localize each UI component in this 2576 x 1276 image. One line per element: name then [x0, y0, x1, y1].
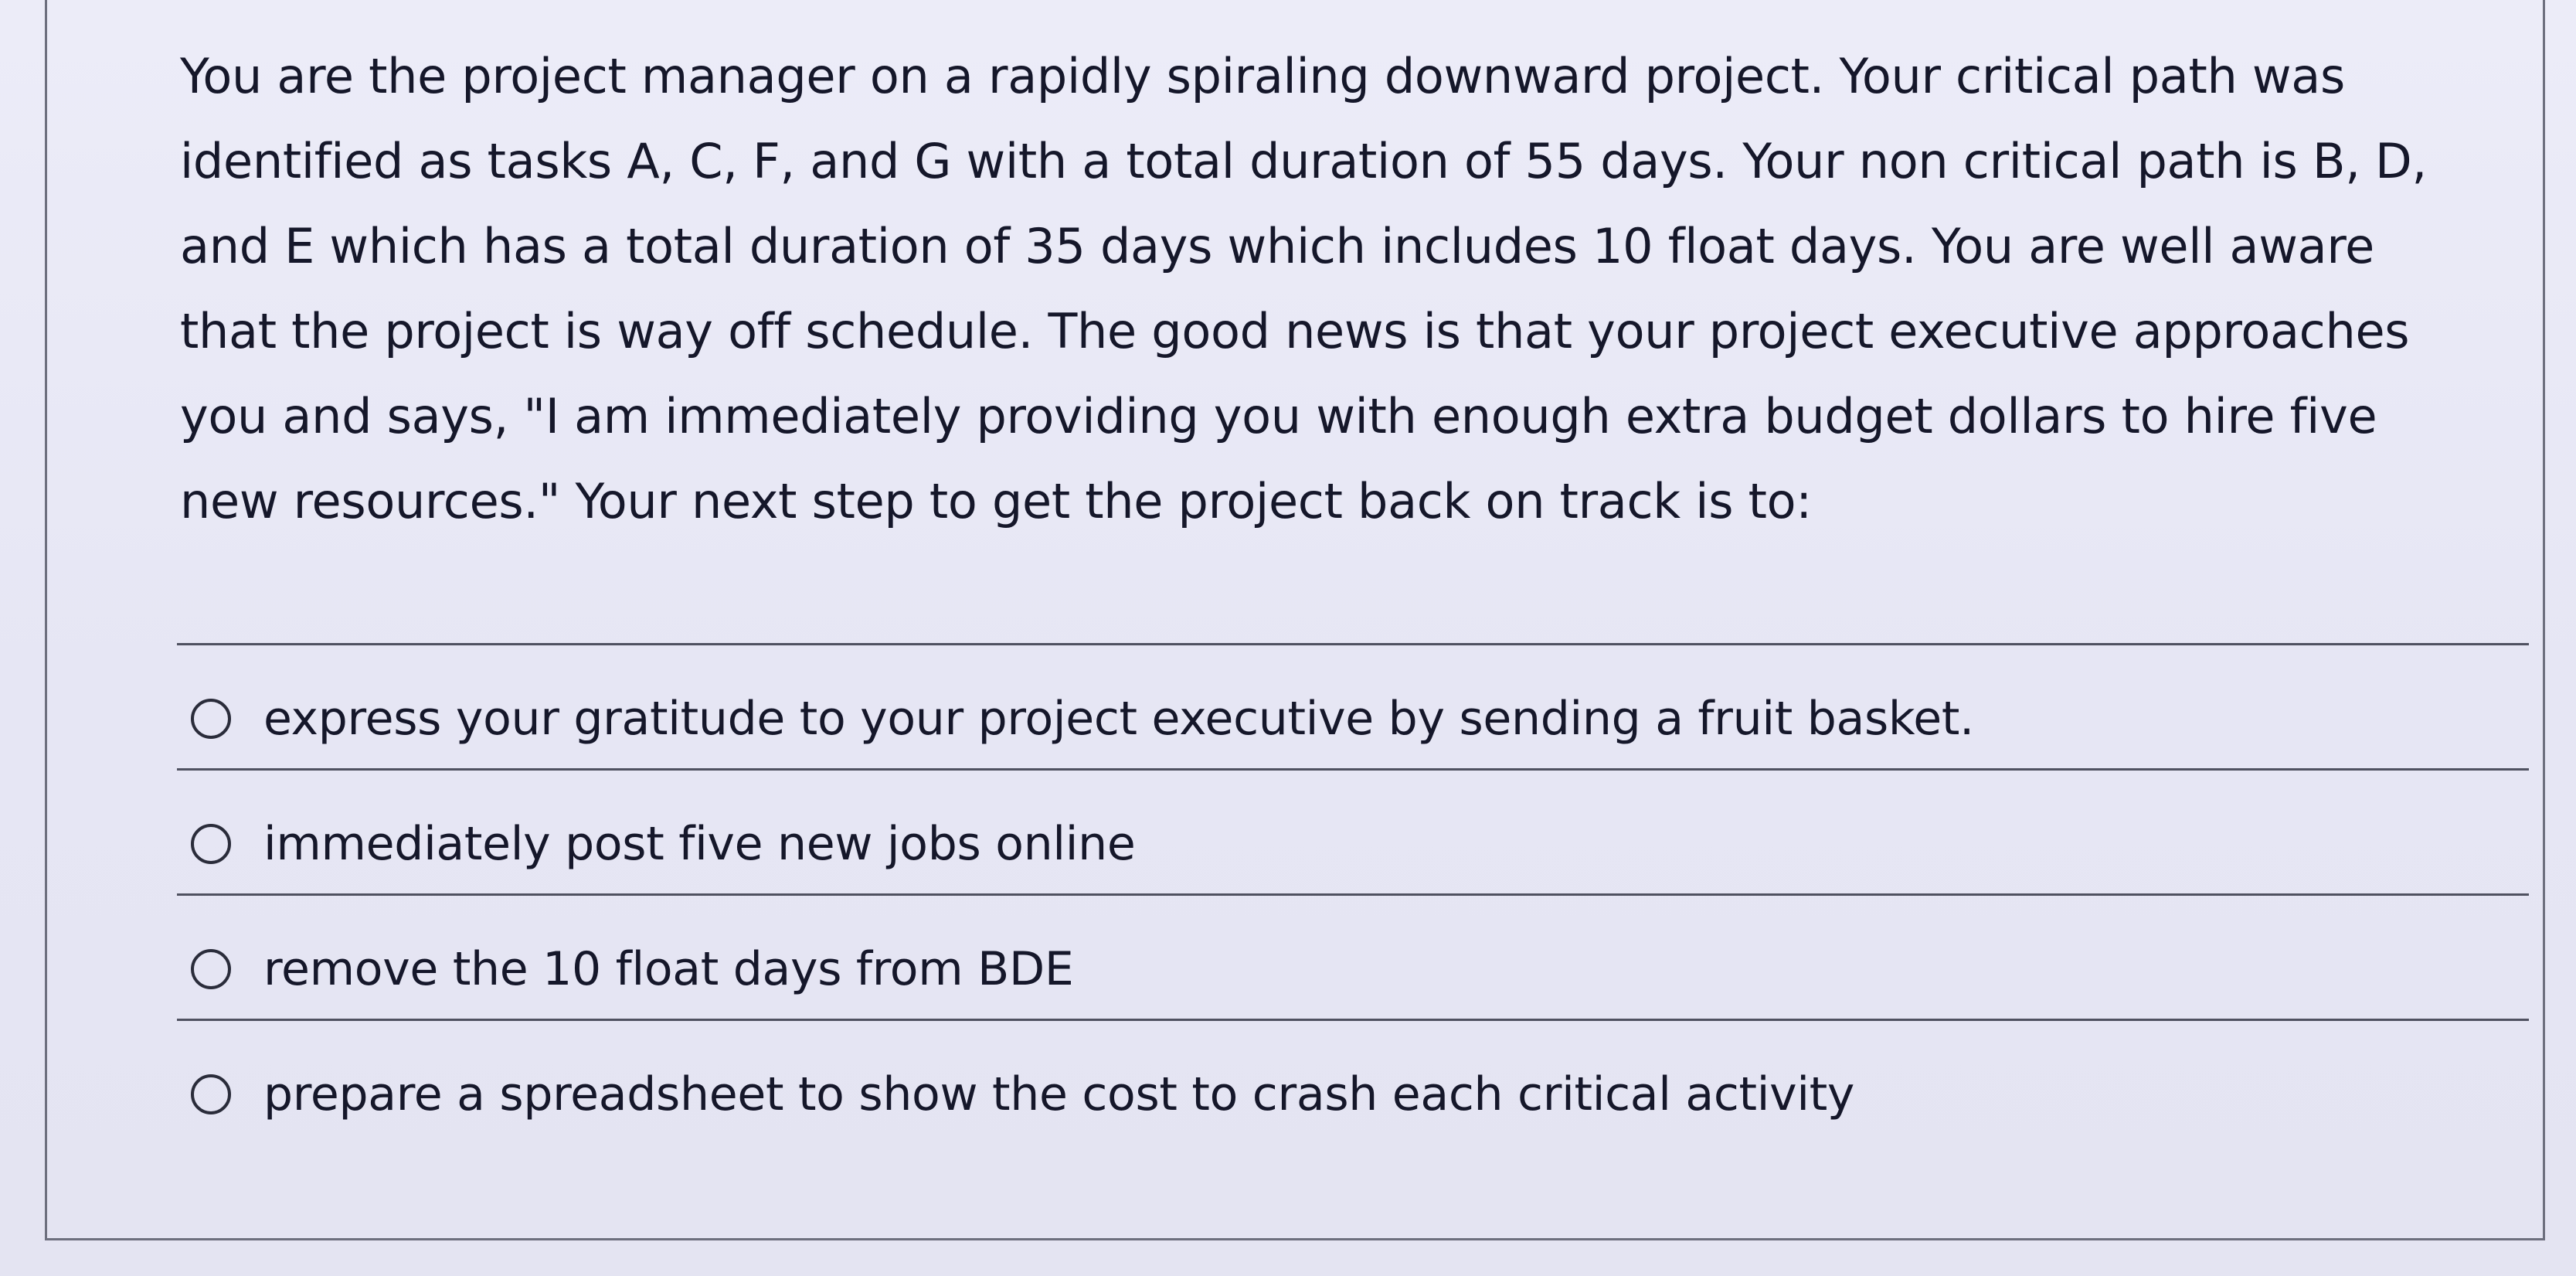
question-card [45, 0, 2545, 1240]
answer-option-4[interactable] [191, 1056, 2470, 1133]
divider [177, 1019, 2529, 1021]
option-label: immediately post five new jobs online [263, 817, 1136, 871]
answer-option-2[interactable] [191, 805, 2470, 883]
question-line: new resources." Your next step to get the project back on track is to: [180, 473, 1812, 529]
radio-button[interactable] [191, 1074, 231, 1114]
radio-button[interactable] [191, 949, 231, 989]
radio-button[interactable] [191, 824, 231, 864]
option-label: express your gratitude to your project executive by sending a fruit basket. [263, 692, 1974, 746]
option-label: prepare a spreadsheet to show the cost to crash each critical activity [263, 1067, 1855, 1121]
question-line: and E which has a total duration of 35 days which includes 10 float days. You are well aware [180, 218, 2374, 274]
divider [177, 643, 2529, 645]
option-label: remove the 10 float days from BDE [263, 942, 1074, 996]
answer-option-3[interactable] [191, 931, 2470, 1008]
question-text [180, 34, 2537, 544]
question-line: You are the project manager on a rapidly spiraling downward project. Your critical path was [180, 48, 2345, 104]
radio-button[interactable] [191, 699, 231, 739]
divider [177, 768, 2529, 771]
question-line: identified as tasks A, C, F, and G with a total duration of 55 days. Your non critical path is B, D, [180, 133, 2427, 189]
question-line: that the project is way off schedule. The good news is that your project executive approaches [180, 303, 2410, 359]
question-line: you and says, "I am immediately providing you with enough extra budget dollars to hire five [180, 388, 2377, 444]
divider [177, 893, 2529, 896]
answer-option-1[interactable] [191, 680, 2470, 757]
